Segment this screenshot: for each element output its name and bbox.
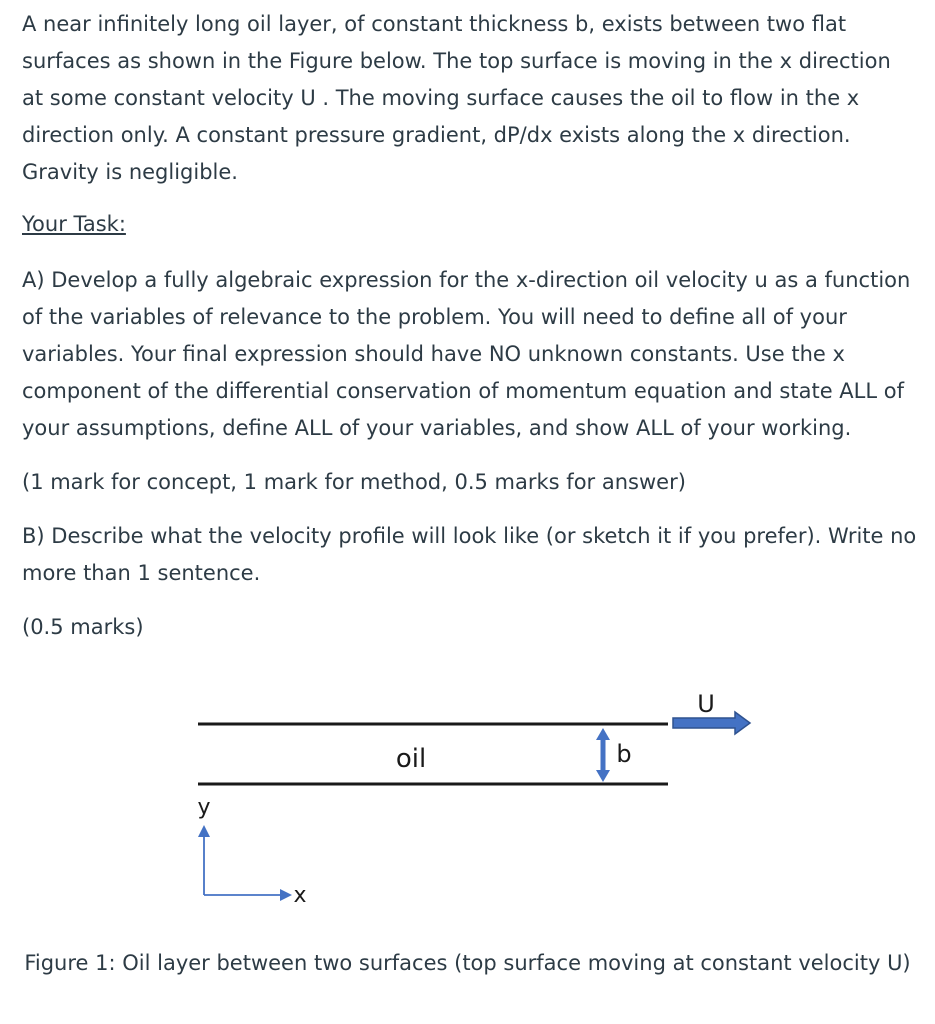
task-b-marks: (0.5 marks) — [22, 615, 144, 639]
velocity-label: U — [697, 690, 715, 718]
task-a-text: A) Develop a fully algebraic expression for the x-direction oil velocity u as a function of the variables of relevance to the problem. You will need to define all of your variables. Your final expression should have NO unknown constants. Use the x component of the differential conservation of momentum equation and state ALL of your assumptions, define ALL of your variables, and show ALL of your working. — [22, 268, 911, 440]
x-axis-label: x — [293, 883, 307, 908]
oil-label: oil — [395, 744, 427, 774]
coordinate-axes — [198, 825, 292, 901]
y-axis-label: y — [197, 795, 211, 820]
problem-statement — [22, 6, 917, 646]
task-b-text: B) Describe what the velocity profile will look like (or sketch it if you prefer). Write no more than 1 sentence. — [22, 524, 917, 585]
oil-layer-figure — [0, 680, 935, 920]
problem-intro: A near infinitely long oil layer, of constant thickness b, exists between two flat surfaces as shown in the Figure below. The top surface is moving in the x direction at some constant velocity U . The moving surface causes the oil to flow in the x direction only. A constant pressure gradient, dP/dx exists along the x direction. Gravity is negligible. — [22, 12, 891, 184]
figure-caption: Figure 1: Oil layer between two surfaces (top surface moving at constant velocity U) — [24, 951, 911, 975]
thickness-arrow — [596, 728, 610, 782]
oil-layer-diagram — [0, 680, 935, 920]
task-a-marks: (1 mark for concept, 1 mark for method, 0.5 marks for answer) — [22, 470, 686, 494]
thickness-label: b — [616, 740, 632, 768]
task-heading: Your Task: — [22, 212, 126, 236]
